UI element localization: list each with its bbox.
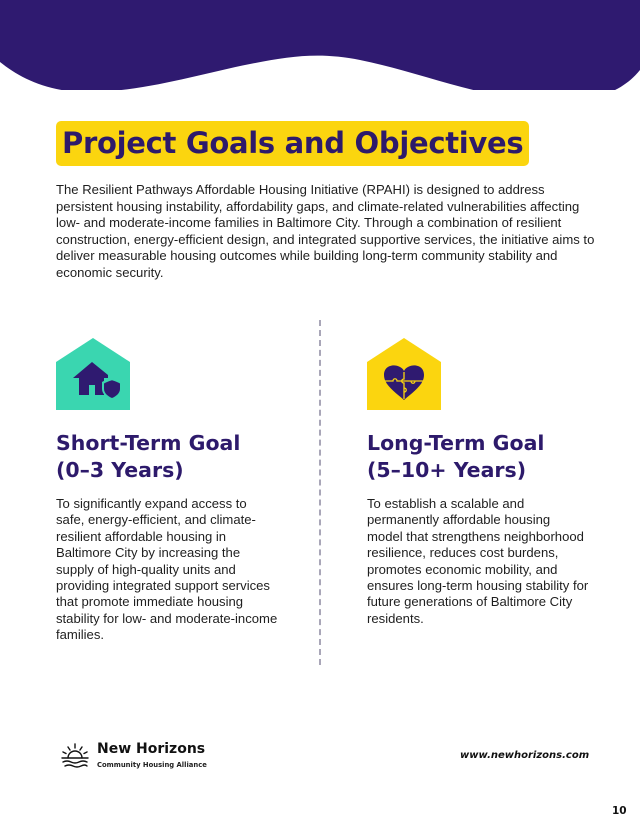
intro-paragraph: The Resilient Pathways Affordable Housing Initiative (RPAHI) is designed to address persistent housing instability, affordability gaps, and climate-related vulnerabilities affecting low- and moderate-income families in Baltimore City. Through a combination of resilient construction, energy-efficient design, and integrated supportive services, the initiative aims to deliver measurable housing outcomes while building long-term community stability and economic security. — [56, 182, 595, 280]
house-shield-icon — [56, 338, 130, 410]
long-term-goal-title — [367, 430, 597, 484]
organization-logo — [60, 741, 207, 771]
header-wave — [0, 0, 640, 90]
long-term-goal-title-line1: Long-Term Goal — [367, 431, 545, 455]
short-term-goal-timeframe: (0–3 Years) — [56, 458, 184, 482]
long-term-goal-section — [367, 338, 597, 627]
page-number: 10 — [612, 805, 627, 817]
short-term-goal-title — [56, 430, 286, 484]
sunrise-waves-icon — [60, 741, 90, 771]
long-term-goal-description: To establish a scalable and permanently affordable housing model that strengthens neighborhood resilience, reduces cost burdens, promotes economic mobility, and ensures long-term housing stability for future generations of Baltimore City residents. — [367, 496, 589, 626]
short-term-goal-title-line1: Short-Term Goal — [56, 431, 241, 455]
column-divider — [319, 320, 321, 665]
website-link[interactable]: www.newhorizons.com — [460, 750, 590, 761]
organization-name: New Horizons — [97, 741, 206, 757]
short-term-goal-description: To significantly expand access to safe, energy-efficient, and climate-resilient affordable housing in Baltimore City by increasing the supply of high-quality units and providing integrated support services that promote immediate housing stability for low- and moderate-income families. — [56, 496, 278, 643]
short-term-goal-section — [56, 338, 286, 644]
long-term-goal-timeframe: (5–10+ Years) — [367, 458, 527, 482]
page-title-highlight — [56, 121, 529, 166]
page-title: Project Goals and Objectives — [62, 126, 524, 160]
puzzle-heart-icon — [367, 338, 441, 410]
organization-tagline: Community Housing Alliance — [97, 761, 207, 769]
